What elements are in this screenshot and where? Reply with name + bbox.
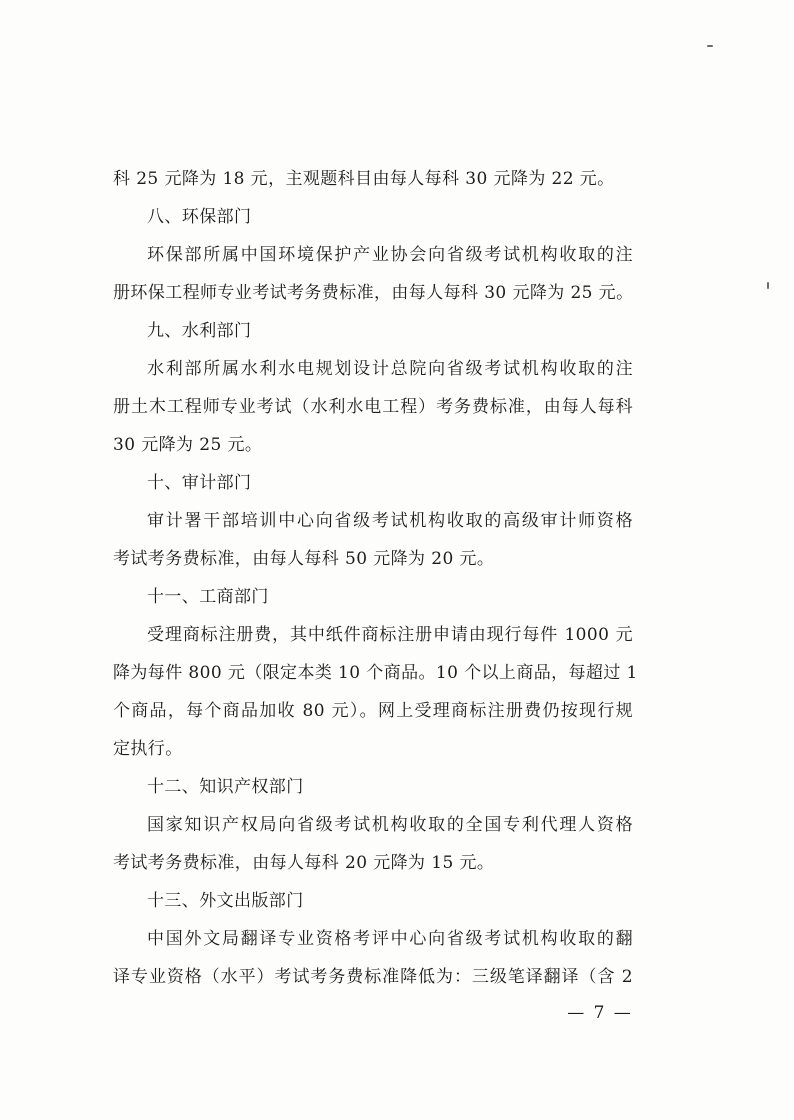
text-line-14: 降为每件 800 元（限定本类 10 个商品。10 个以上商品，每超过 1	[113, 663, 638, 683]
text-line-15: 个商品，每个商品加收 80 元）。网上受理商标注册费仍按现行规	[113, 701, 633, 721]
text-line-11: 考试考务费标准，由每人每科 50 元降为 20 元。	[113, 549, 495, 569]
text-line-13: 受理商标注册费，其中纸件商标注册申请由现行每件 1000 元	[147, 625, 633, 645]
text-line-6: 水利部所属水利水电规划设计总院向省级考试机构收取的注	[147, 359, 633, 379]
text-line-10: 审计署干部培训中心向省级考试机构收取的高级审计师资格	[147, 511, 633, 531]
section-heading-commerce: 十一、工商部门	[147, 587, 269, 607]
text-line-19: 考试考务费标准，由每人每科 20 元降为 15 元。	[113, 853, 495, 873]
text-line-16: 定执行。	[113, 739, 183, 759]
text-line-21: 中国外文局翻译专业资格考评中心向省级考试机构收取的翻	[147, 929, 633, 949]
text-line-4: 册环保工程师专业考试考务费标准，由每人每科 30 元降为 25 元。	[113, 283, 634, 303]
text-line-1: 科 25 元降为 18 元，主观题科目由每人每科 30 元降为 22 元。	[113, 169, 615, 189]
section-heading-water: 九、水利部门	[147, 321, 252, 341]
section-heading-environment: 八、环保部门	[147, 207, 252, 227]
page-number: — 7 —	[567, 1003, 633, 1023]
text-line-8: 30 元降为 25 元。	[113, 435, 263, 455]
text-line-22: 译专业资格（水平）考试考务费标准降低为：三级笔译翻译（含 2	[113, 967, 633, 987]
section-heading-ip: 十二、知识产权部门	[147, 777, 304, 797]
text-line-18: 国家知识产权局向省级考试机构收取的全国专利代理人资格	[147, 815, 633, 835]
section-heading-foreign-publishing: 十三、外文出版部门	[147, 891, 304, 911]
section-heading-audit: 十、审计部门	[147, 473, 252, 493]
scan-mark-right	[767, 282, 769, 289]
text-line-7: 册土木工程师专业考试（水利水电工程）考务费标准，由每人每科	[113, 397, 633, 417]
text-line-3: 环保部所属中国环境保护产业协会向省级考试机构收取的注	[147, 245, 633, 265]
scan-mark-top-right	[707, 45, 713, 47]
